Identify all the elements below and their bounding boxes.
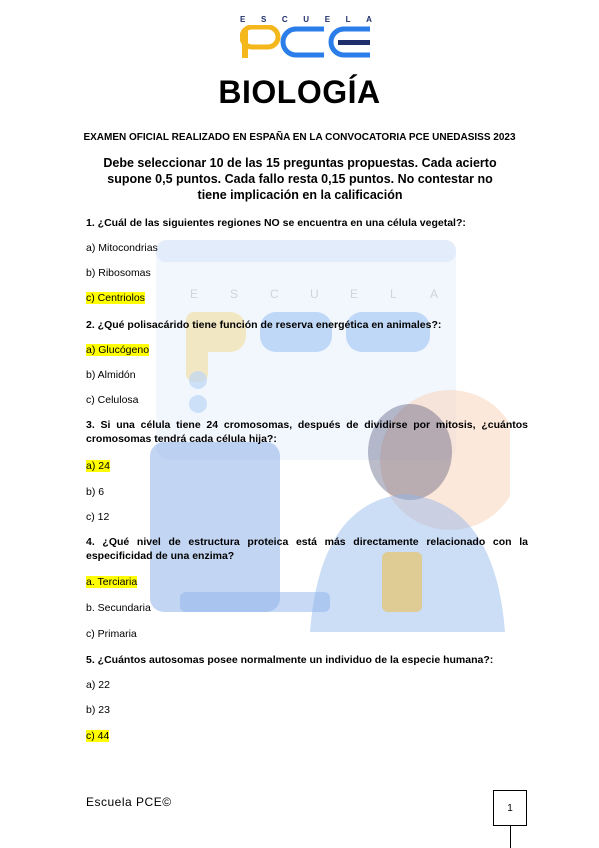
q4-option-b: b. Secundaria xyxy=(86,602,151,614)
q3-option-b: b) 6 xyxy=(86,486,105,498)
watermark-letter: A xyxy=(430,287,439,301)
exam-instructions: Debe seleccionar 10 de las 15 preguntas propuestas. Cada acierto supone 0,5 puntos. Cada fallo resta 0,15 puntos. No contestar no tiene implicación en la calificación xyxy=(103,156,497,202)
q2-option-b: b) Almidón xyxy=(86,369,136,381)
q1-option-b: b) Ribosomas xyxy=(86,267,151,279)
escuela-pce-logo xyxy=(240,15,372,61)
question-1: 1. ¿Cuál de las siguientes regiones NO se encuentra en una célula vegetal?: xyxy=(86,217,466,229)
q3-option-c: c) 12 xyxy=(86,511,110,523)
q1-option-a: a) Mitocondrias xyxy=(86,242,158,254)
q1-option-c-answer: c) Centriolos xyxy=(86,292,145,304)
watermark-letter: S xyxy=(230,287,239,301)
watermark-letter: U xyxy=(310,287,319,301)
q2-option-a-answer: a) Glucógeno xyxy=(86,344,150,356)
page-number-line xyxy=(510,825,511,848)
question-5: 5. ¿Cuántos autosomas posee normalmente un individuo de la especie humana?: xyxy=(86,654,494,666)
page-number: 1 xyxy=(507,802,513,814)
q2-option-c: c) Celulosa xyxy=(86,394,139,406)
watermark-letter: C xyxy=(270,287,279,301)
q4-option-c: c) Primaria xyxy=(86,628,137,640)
watermark-letter: E xyxy=(190,287,199,301)
logo-escuela-letters: E S C U E L A xyxy=(240,15,372,24)
q3-option-a-answer: a) 24 xyxy=(86,460,110,472)
q4-option-a-answer: a. Terciaria xyxy=(86,576,138,588)
q5-option-a: a) 22 xyxy=(86,679,110,691)
q5-option-b: b) 23 xyxy=(86,704,110,716)
footer-brand: Escuela PCE© xyxy=(86,795,172,809)
logo-pce-mark xyxy=(240,25,372,59)
page-number-box xyxy=(493,790,527,826)
exam-subtitle: EXAMEN OFICIAL REALIZADO EN ESPAÑA EN LA CONVOCATORIA PCE UNEDASISS 2023 xyxy=(83,132,516,143)
question-4: 4. ¿Qué nivel de estructura proteica está más directamente relacionado con la especificidad de una enzima? xyxy=(86,536,528,562)
q5-option-c-answer: c) 44 xyxy=(86,730,110,742)
watermark-letter: E xyxy=(350,287,359,301)
watermark-letter: L xyxy=(390,287,397,301)
question-2: 2. ¿Qué polisacárido tiene función de reserva energética en animales?: xyxy=(86,319,442,331)
page-title: BIOLOGÍA xyxy=(218,74,381,110)
question-3: 3. Si una célula tiene 24 cromosomas, después de dividirse por mitosis, ¿cuántos cromosomas tendrá cada célula hija?: xyxy=(86,419,528,445)
